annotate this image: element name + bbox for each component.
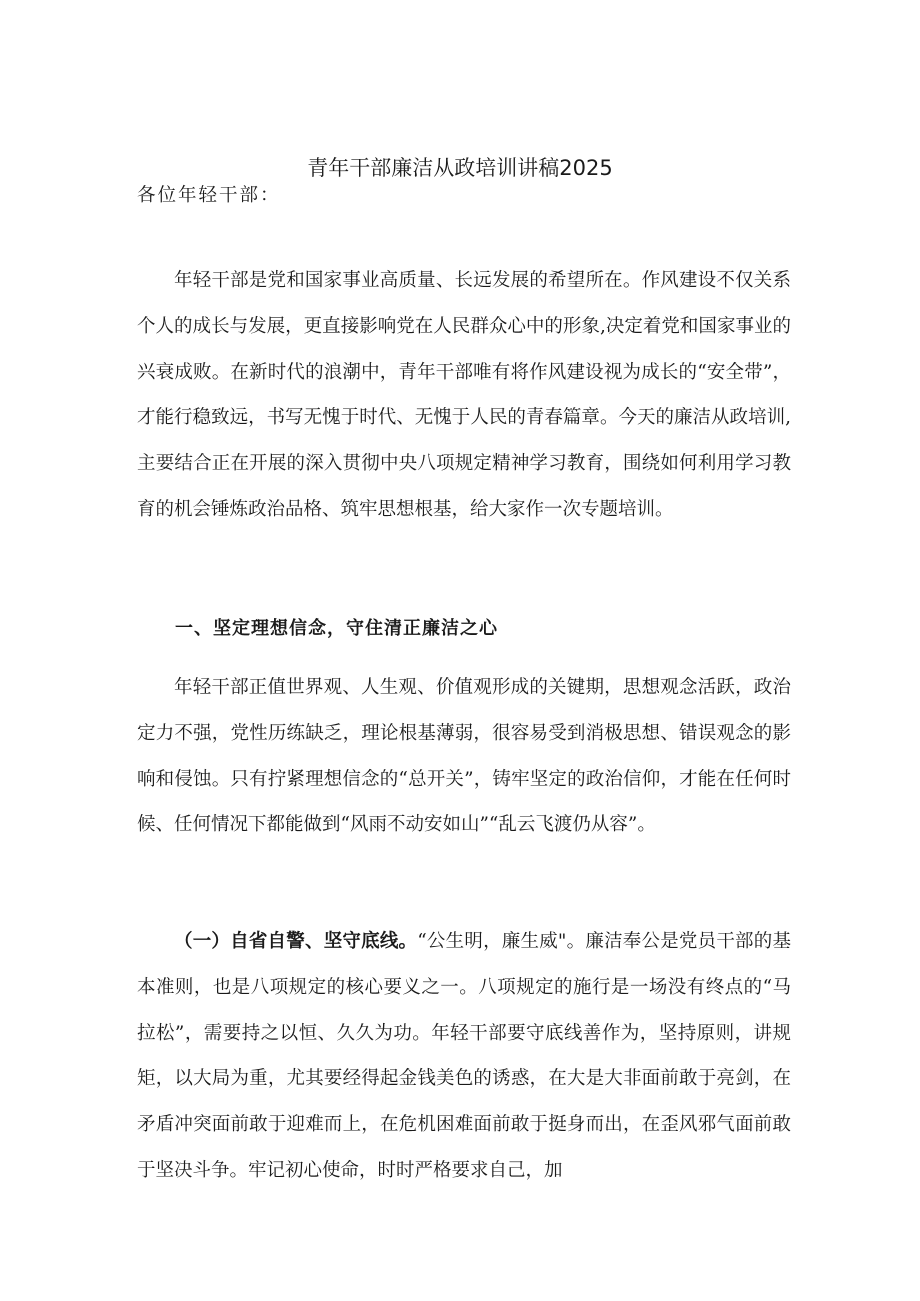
document-title: 青年干部廉洁从政培训讲稿2025 <box>307 156 613 180</box>
intro-paragraph: 年轻干部是党和国家事业高质量、长远发展的希望所在。作风建设不仅关系个人的成长与发展，更直接影响党在人民群众心中的形象,决定着党和国家事业的兴衰成败。在新时代的浪潮中，青年干部唯有将作风建设视为成长的“安全带”，才能行稳致远，书写无愧于时代、无愧于人民的青春篇章。今天的廉洁从政培训,主要结合正在开展的深入贯彻中央八项规定精神学习教育，围绕如何利用学习教育的机会锤炼政治品格、筑牢思想根基，给大家作一次专题培训。 <box>137 270 791 520</box>
salutation: 各位年轻干部： <box>137 185 281 206</box>
subsection-paragraph <box>137 919 791 1194</box>
section-heading: 一、坚定理想信念，守住清正廉洁之心 <box>175 618 498 639</box>
subsection-lead: （一）自省自警、坚守底线。 <box>174 931 418 952</box>
section-paragraph: 年轻干部正值世界观、人生观、价值观形成的关键期，思想观念活跃，政治定力不强，党性历练缺乏，理论根基薄弱，很容易受到消极思想、错误观念的影响和侵蚀。只有拧紧理想信念的“总开关”，铸牢坚定的政治信仰，才能在任何时候、任何情况下都能做到“风雨不动安如山”“乱云飞渡仍从容”。 <box>137 677 791 836</box>
subsection-body: “公生明，廉生威"。廉洁奉公是党员干部的基本准则，也是八项规定的核心要义之一。八项规定的施行是一场没有终点的“马拉松”，需要持之以恒、久久为功。年轻干部要守底线善作为，坚持原则，讲规矩，以大局为重，尤其要经得起金钱美色的诱惑，在大是大非面前敢于亮剑，在矛盾冲突面前敢于迎难而上，在危机困难面前敢于挺身而出，在歪风邪气面前敢于坚决斗争。牢记初心使命，时时严格要求自己，加 <box>137 931 791 1181</box>
